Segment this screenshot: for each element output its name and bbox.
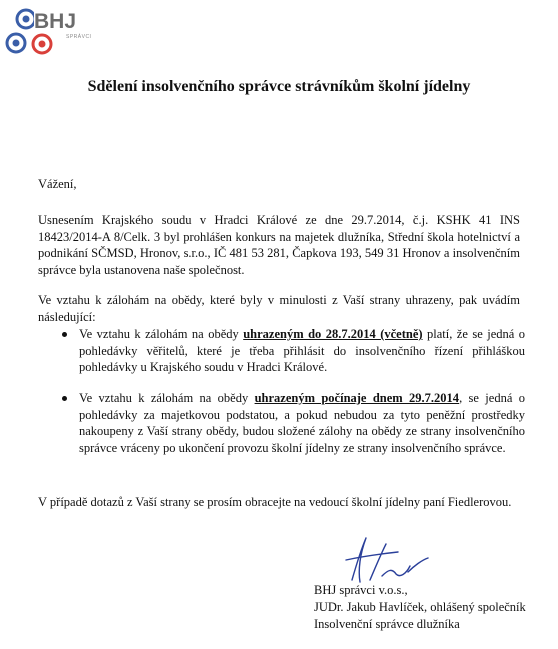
paragraph-court-decision: Usnesením Krajského soudu v Hradci Králové ze dne 29.7.2014, č.j. KSHK 41 INS 18423/2014-A 8/Celk. 3 byl prohlášen konkurs na majetek dlužníka, Střední škola hotelnictví a podnikání SČMSD, Hronov, s.r.o., IČ 481 53 281, Čapkova 193, 549 31 Hronov a insolvenčním správce byla ustanovena naše společnost. (38, 213, 520, 277)
greeting: Vážení, (38, 177, 77, 191)
bullet-text-before: Ve vztahu k zálohám na obědy (79, 327, 244, 341)
bullet-emphasis: uhrazeným do 28.7.2014 (včetně) (243, 327, 423, 341)
paragraph-contact: V případě dotazů z Vaší strany se prosím obracejte na vedoucí školní jídelny paní Fiedlerovou. (38, 495, 512, 509)
bullet-icon (62, 332, 67, 337)
logo-mark-red-icon (30, 32, 54, 56)
signature-name: JUDr. Jakub Havlíček, ohlášený společník (314, 600, 526, 614)
bullet-text (79, 390, 525, 456)
bullet-text (79, 326, 525, 376)
bullet-text-after: , se jedná o pohledávky za majetkovou podstatou, a pokud nebudou za tyto peněžní prostředky nakoupeny z Vaší strany obědy, budou složené zálohy na obědy ze strany insolvenčního správce vráceny po ukončení provozu školní jídelny ze strany insolvenčního správce. (79, 391, 525, 455)
logo-text: BHJ (34, 10, 77, 33)
logo-subtitle: SPRÁVCI (66, 34, 92, 40)
signature-company: BHJ správci v.o.s., (314, 583, 408, 597)
handwritten-signature (330, 530, 440, 590)
signature-block (314, 582, 526, 633)
bullet-text-before: Ve vztahu k zálohám na obědy (79, 391, 255, 405)
bhj-logo (4, 6, 94, 56)
bullet-text-after: platí, že se jedná o pohledávky věřitelů, které je třeba přihlásit do insolvenčního řízení přihláškou pohledávky u Krajského soudu v Hradci Králové. (79, 327, 525, 374)
signature-role: Insolvenční správce dlužníka (314, 617, 460, 631)
paragraph-deposits-intro: Ve vztahu k zálohám na obědy, které byly v minulosti z Vaší strany uhrazeny, pak uvádím následující: (38, 293, 520, 324)
bullet-emphasis: uhrazeným počínaje dnem 29.7.2014 (254, 391, 460, 405)
document-title: Sdělení insolvenčního správce strávníkům školní jídelny (87, 78, 471, 95)
bullet-icon (62, 396, 67, 401)
